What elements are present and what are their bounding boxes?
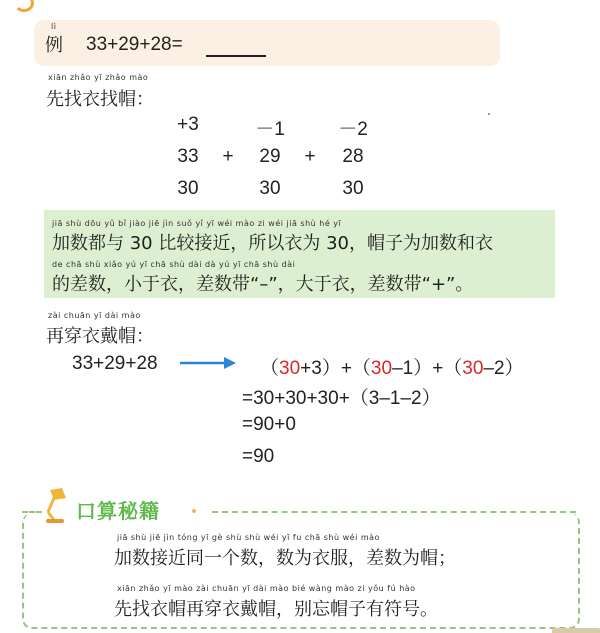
tips-line1: 加数接近同一个数，数为衣服，差数为帽； (114, 548, 456, 569)
addend-1: 33 (177, 146, 199, 167)
hat-base-1: 30 (279, 358, 301, 379)
right-arrow-icon (180, 353, 236, 373)
explanation-line1: 加数都与 30 比较接近，所以衣为 30，帽子为加数和衣 (52, 233, 493, 254)
tips-line2-pinyin: xiān zhǎo yī mào zài chuān yī dài mào bié wàng mào zi yǒu fú hào (117, 584, 416, 593)
decomposition-line1 (260, 353, 524, 380)
decomposition-line3: =90+0 (242, 414, 296, 435)
paren-open-1: （ (260, 358, 280, 379)
decorative-arc (14, 0, 34, 12)
explanation-line2: 的差数，小于衣，差数带“–”，大于衣，差数带“+”。 (52, 274, 474, 295)
stray-dot (488, 113, 490, 115)
rounded-2: 30 (259, 178, 281, 199)
adjustment-2: －1 (255, 119, 285, 140)
explanation-line2-pinyin: de chā shù xiǎo yú yī chā shù dài dà yú yī chā shù dài (52, 260, 296, 269)
rounded-1: 30 (177, 178, 199, 199)
plus-sign-2: + (304, 146, 316, 167)
addend-3: 28 (342, 146, 364, 167)
step2-heading: 再穿衣戴帽： (46, 326, 154, 347)
explanation-line1-pinyin: jiā shù dōu yǔ bǐ jiào jiē jìn suǒ yǐ yī wéi mào zi wéi jiā shù hé yī (52, 219, 342, 228)
tips-dot (192, 509, 196, 513)
example-label: 例 (45, 35, 63, 56)
tips-border-top (212, 511, 576, 513)
decomposition-result: =90 (242, 446, 275, 467)
plus-sign-1: + (222, 146, 234, 167)
example-label-pinyin: lì (51, 22, 57, 31)
answer-blank[interactable] (206, 55, 266, 57)
tips-title: 口算秘籍 (76, 499, 160, 523)
tips-line2: 先找衣帽再穿衣戴帽，别忘帽子有符号。 (114, 599, 438, 620)
rounded-3: 30 (342, 178, 364, 199)
hat-base-3: 30 (462, 358, 484, 379)
step2-pinyin: zài chuān yī dài mào (48, 311, 141, 320)
example-expression: 33+29+28= (86, 34, 183, 55)
adjustment-1: +3 (177, 114, 199, 135)
step1-pinyin: xiān zhǎo yī zhǎo mào (48, 73, 149, 82)
desk-lamp-icon (40, 486, 70, 526)
hat-base-2: 30 (370, 358, 393, 379)
decomposition-line2: =30+30+30+（3–1–2） (242, 388, 441, 409)
step1-heading: 先找衣找帽： (46, 89, 154, 110)
original-expression: 33+29+28 (72, 353, 158, 374)
adjustment-3: －2 (338, 119, 368, 140)
page-corner-decoration (552, 628, 600, 633)
tips-line1-pinyin: jiā shù jiē jìn tóng yī gè shù shù wéi yī fu chā shù wéi mào (117, 533, 380, 542)
decomp-part-4: –1）+（ (392, 358, 463, 379)
decomp-part-6: –2） (483, 358, 524, 379)
decomp-part-2: +3）+（ (300, 358, 371, 379)
addend-2: 29 (259, 146, 281, 167)
tips-border-corner (22, 511, 42, 513)
